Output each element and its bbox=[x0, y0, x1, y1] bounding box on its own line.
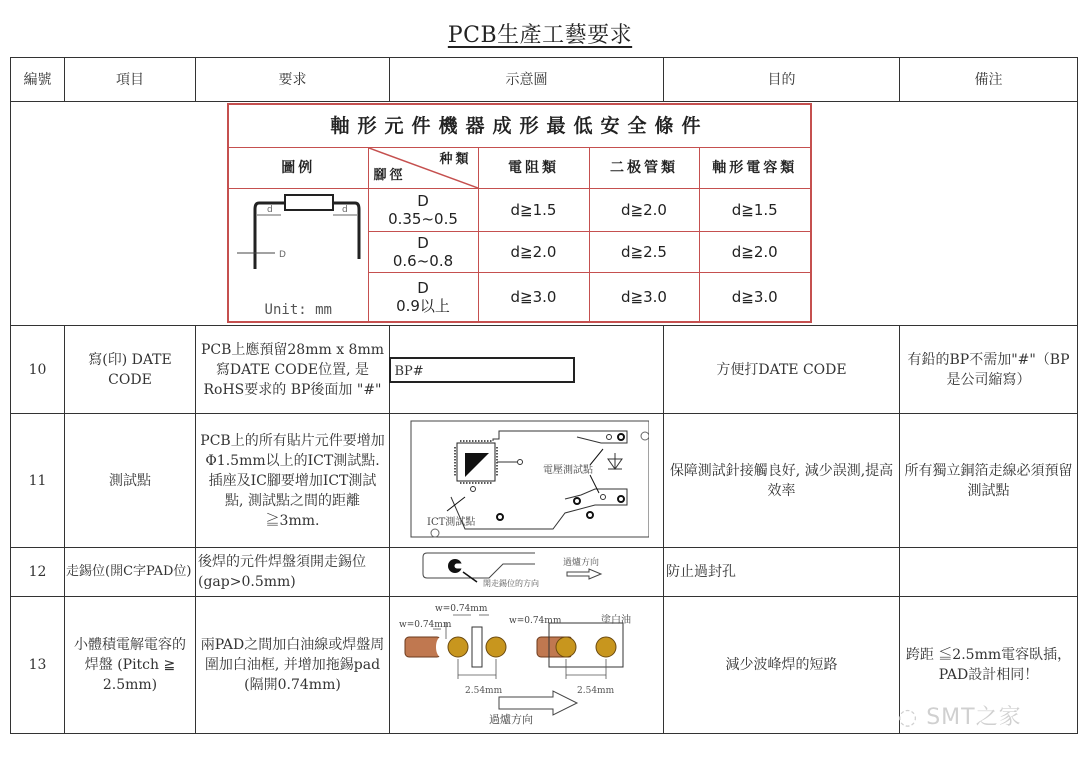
svg-text:塗白油: 塗白油 bbox=[600, 615, 631, 626]
type-axial-cap: 軸形電容類 bbox=[699, 148, 811, 189]
row-diagram bbox=[390, 548, 664, 597]
process-requirements-table bbox=[10, 57, 1078, 734]
row-remark: 有鉛的BP不需加"#"（BP是公司縮寫） bbox=[900, 326, 1078, 414]
svg-text:w=0.74mm: w=0.74mm bbox=[434, 604, 487, 614]
legend-header: 圖例 bbox=[228, 148, 368, 189]
svg-text:過爐方向: 過爐方向 bbox=[488, 713, 533, 726]
value-cell: d≧1.5 bbox=[478, 189, 589, 232]
row-purpose: 保障測試針接觸良好, 減少誤測,提高效率 bbox=[664, 414, 900, 548]
lead-range-1: D 0.35~0.5 bbox=[368, 189, 478, 232]
row-purpose: 方便打DATE CODE bbox=[664, 326, 900, 414]
svg-text:2.54mm: 2.54mm bbox=[464, 686, 502, 696]
row-requirement: PCB上的所有貼片元件要增加Φ1.5mm以上的ICT測試點. 插座及IC腳要增加ICT測試點, 測試點之間的距離≧3mm. bbox=[196, 414, 390, 548]
unit-label: Unit: mm bbox=[264, 302, 332, 318]
row-number: 13 bbox=[11, 597, 65, 734]
svg-text:w=0.74mm: w=0.74mm bbox=[508, 616, 561, 626]
lead-range-2: D 0.6~0.8 bbox=[368, 232, 478, 273]
header-purpose: 目的 bbox=[664, 58, 900, 102]
test-point-pcb-icon bbox=[405, 417, 649, 539]
table-row bbox=[11, 326, 1078, 414]
value-cell: d≧2.5 bbox=[589, 232, 699, 273]
lead-bend-figure bbox=[228, 189, 368, 323]
axial-table-title: 軸形元件機器成形最低安全條件 bbox=[228, 104, 811, 148]
header-diagram: 示意圖 bbox=[390, 58, 664, 102]
header-requirement: 要求 bbox=[196, 58, 390, 102]
row-diagram bbox=[390, 326, 664, 414]
row-purpose: 減少波峰焊的短路 bbox=[664, 597, 900, 734]
c-pad-icon bbox=[391, 548, 663, 590]
header-item: 項目 bbox=[65, 58, 196, 102]
row-remark: 跨距 ≦2.5mm電容臥插，PAD設計相同！ bbox=[900, 597, 1078, 734]
svg-text:ICT測試點: ICT測試點 bbox=[426, 516, 475, 528]
row-item: 寫(印) DATE CODE bbox=[65, 326, 196, 414]
value-cell: d≧3.0 bbox=[699, 273, 811, 322]
value-cell: d≧3.0 bbox=[478, 273, 589, 322]
table-row bbox=[11, 414, 1078, 548]
value-cell: d≧3.0 bbox=[589, 273, 699, 322]
svg-text:w=0.74mm: w=0.74mm bbox=[398, 620, 451, 630]
svg-text:D: D bbox=[279, 250, 287, 260]
row-item: 小體積電解電容的焊盤 (Pitch ≧ 2.5mm) bbox=[65, 597, 196, 734]
value-cell: d≧1.5 bbox=[699, 189, 811, 232]
row-remark bbox=[900, 548, 1078, 597]
bp-marking-box: BP# bbox=[389, 357, 575, 383]
axial-forming-row bbox=[11, 102, 1078, 326]
table-header-row bbox=[11, 58, 1078, 102]
value-cell: d≧2.0 bbox=[699, 232, 811, 273]
row-number: 10 bbox=[11, 326, 65, 414]
type-resistor: 電阻類 bbox=[478, 148, 589, 189]
row-purpose: 防止過封孔 bbox=[664, 548, 900, 597]
value-cell: d≧2.0 bbox=[589, 189, 699, 232]
svg-text:d: d bbox=[267, 205, 273, 215]
row-item: 測試點 bbox=[65, 414, 196, 548]
svg-text:過爐方向: 過爐方向 bbox=[562, 558, 599, 568]
row-item: 走錫位(開C字PAD位) bbox=[65, 548, 196, 597]
header-no: 編號 bbox=[11, 58, 65, 102]
svg-text:2.54mm: 2.54mm bbox=[576, 686, 614, 696]
row-remark: 所有獨立銅箔走線必須預留測試點 bbox=[900, 414, 1078, 548]
row-requirement: 兩PAD之間加白油線或焊盤周圍加白油框, 并增加拖錫pad (隔開0.74mm) bbox=[196, 597, 390, 734]
type-diode: 二极管類 bbox=[589, 148, 699, 189]
svg-text:開走錫位的方向: 開走錫位的方向 bbox=[482, 579, 539, 588]
axial-forming-table bbox=[227, 103, 812, 323]
value-cell: d≧2.0 bbox=[478, 232, 589, 273]
row-requirement: PCB上應預留28mm x 8mm寫DATE CODE位置, 是RoHS要求的 BP後面加 "#" bbox=[196, 326, 390, 414]
bent-lead-icon bbox=[229, 189, 367, 317]
capacitor-pad-icon bbox=[391, 597, 663, 727]
diagonal-header: 种類 腳徑 bbox=[368, 148, 478, 189]
svg-text:d: d bbox=[342, 205, 348, 215]
row-diagram bbox=[390, 597, 664, 734]
watermark: ◌ SMT之家 bbox=[898, 705, 1022, 730]
table-row bbox=[11, 548, 1078, 597]
header-remark: 備注 bbox=[900, 58, 1078, 102]
row-diagram bbox=[390, 414, 664, 548]
row-requirement: 後焊的元件焊盤須開走錫位(gap>0.5mm) bbox=[196, 548, 390, 597]
row-number: 12 bbox=[11, 548, 65, 597]
document-title: PCB生產工藝要求 bbox=[447, 23, 633, 48]
svg-text:電壓測試點: 電壓測試點 bbox=[542, 464, 593, 476]
lead-range-3: D 0.9以上 bbox=[368, 273, 478, 322]
row-number: 11 bbox=[11, 414, 65, 548]
